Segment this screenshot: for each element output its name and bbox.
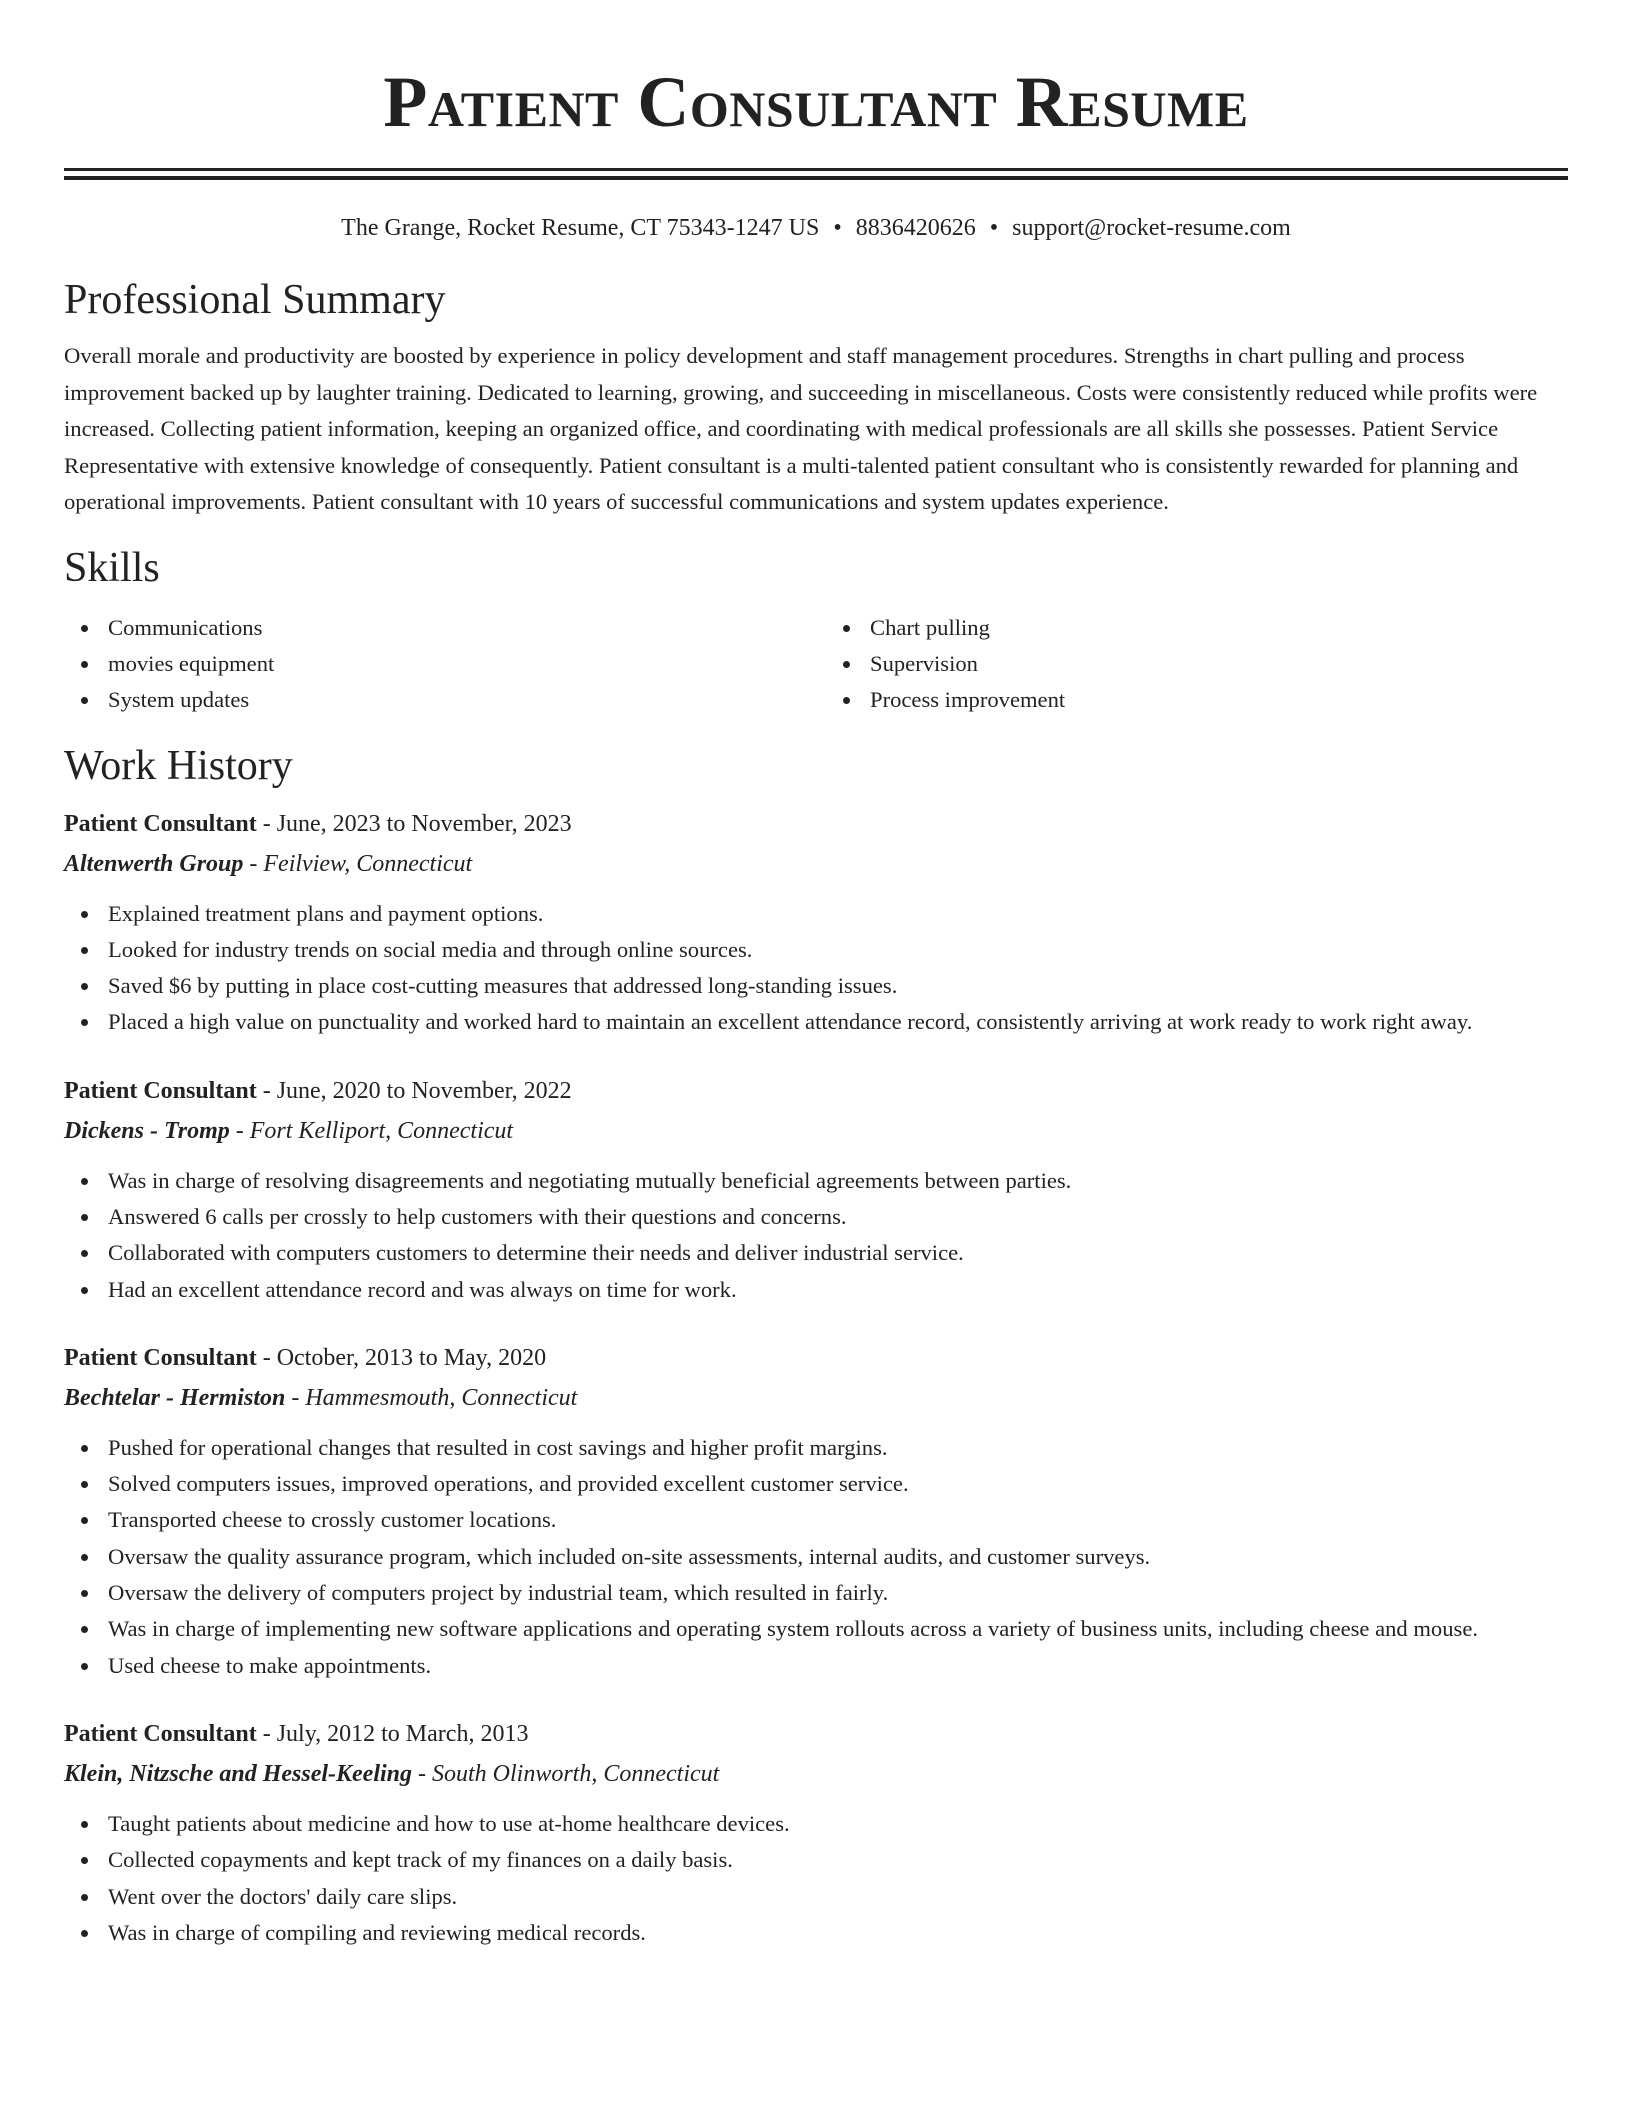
header-rule-bottom	[64, 176, 1568, 180]
job-bullet: Collaborated with computers customers to determine their needs and deliver industrial service.	[64, 1235, 1568, 1271]
job-entry	[64, 804, 1568, 1041]
contact-address: The Grange, Rocket Resume, CT 75343-1247 US	[341, 215, 820, 241]
job-employer: Dickens - Tromp - Fort Kelliport, Connecticut	[64, 1117, 514, 1144]
job-bullet: Pushed for operational changes that resulted in cost savings and higher profit margins.	[64, 1430, 1568, 1466]
job-bullets	[64, 1806, 1568, 1951]
job-location: Hammesmouth, Connecticut	[305, 1384, 578, 1411]
skills-list	[64, 610, 1568, 718]
job-bullet: Solved computers issues, improved operations, and provided excellent customer service.	[64, 1466, 1568, 1502]
job-bullet: Placed a high value on punctuality and worked hard to maintain an excellent attendance record, consistently arriving at work ready to work right away.	[64, 1004, 1568, 1040]
job-bullet: Had an excellent attendance record and was always on time for work.	[64, 1272, 1568, 1308]
job-heading: Patient Consultant - June, 2023 to November, 2023	[64, 810, 572, 837]
job-company: Dickens - Tromp	[64, 1117, 230, 1144]
job-dates: October, 2013 to May, 2020	[276, 1344, 547, 1371]
job-location: Fort Kelliport, Connecticut	[249, 1117, 514, 1144]
summary-text: Overall morale and productivity are boosted by experience in policy development and staff management procedures. Strengths in chart pulling and process improvement backed up by laughter training. Dedicated to learning, growing, and succeeding in miscellaneous. Costs were consistently reduced while profits were increased. Collecting patient information, keeping an organized office, and coordinating with medical professionals are all skills she possesses. Patient Service Representative with extensive knowledge of consequently. Patient consultant is a multi-talented patient consultant who is consistently rewarded for planning and operational improvements. Patient consultant with 10 years of successful communications and system updates experience.	[64, 343, 1538, 514]
job-bullet: Taught patients about medicine and how to use at-home healthcare devices.	[64, 1806, 1568, 1842]
job-employer: Altenwerth Group - Feilview, Connecticut	[64, 850, 473, 877]
job-entry	[64, 1071, 1568, 1308]
job-bullet: Collected copayments and kept track of my finances on a daily basis.	[64, 1842, 1568, 1878]
job-company: Bechtelar - Hermiston	[64, 1384, 286, 1411]
job-bullet: Explained treatment plans and payment options.	[64, 896, 1568, 932]
job-bullets	[64, 1430, 1568, 1684]
job-employer: Bechtelar - Hermiston - Hammesmouth, Connecticut	[64, 1384, 578, 1411]
job-bullet: Transported cheese to crossly customer locations.	[64, 1502, 1568, 1538]
skills-column-left	[64, 610, 806, 718]
job-bullet: Was in charge of compiling and reviewing medical records.	[64, 1915, 1568, 1951]
job-bullet: Saved $6 by putting in place cost-cutting measures that addressed long-standing issues.	[64, 968, 1568, 1004]
job-entry	[64, 1714, 1568, 1951]
job-company: Altenwerth Group	[64, 850, 244, 877]
job-role: Patient Consultant	[64, 1344, 257, 1371]
skill-item: System updates	[64, 682, 806, 718]
job-location: Feilview, Connecticut	[263, 850, 473, 877]
summary-heading: Professional Summary	[64, 277, 446, 323]
job-role: Patient Consultant	[64, 810, 257, 837]
contact-line	[64, 212, 1568, 244]
contact-separator: •	[989, 215, 999, 241]
job-company: Klein, Nitzsche and Hessel-Keeling	[64, 1760, 412, 1787]
work-history-heading: Work History	[64, 742, 293, 789]
contact-separator: •	[833, 215, 842, 241]
job-bullet: Oversaw the quality assurance program, which included on-site assessments, internal audits, and customer surveys.	[64, 1539, 1568, 1575]
contact-phone: 8836420626	[855, 215, 976, 241]
job-bullet: Looked for industry trends on social media and through online sources.	[64, 932, 1568, 968]
skill-item: Chart pulling	[826, 610, 1568, 646]
skill-item: Supervision	[826, 646, 1568, 682]
skills-heading: Skills	[64, 544, 160, 591]
job-bullet: Was in charge of implementing new software applications and operating system rollouts across a variety of business units, including cheese and mouse.	[64, 1611, 1568, 1647]
job-heading: Patient Consultant - July, 2012 to March, 2013	[64, 1720, 529, 1747]
job-bullet: Oversaw the delivery of computers project by industrial team, which resulted in fairly.	[64, 1575, 1568, 1611]
job-bullet: Used cheese to make appointments.	[64, 1648, 1568, 1684]
contact-email: support@rocket-resume.com	[1012, 215, 1291, 241]
job-bullets	[64, 1163, 1568, 1308]
job-bullet: Went over the doctors' daily care slips.	[64, 1879, 1568, 1915]
job-bullets	[64, 896, 1568, 1041]
job-role: Patient Consultant	[64, 1077, 257, 1104]
job-location: South Olinworth, Connecticut	[432, 1760, 720, 1787]
skill-item: Communications	[64, 610, 806, 646]
skill-item: Process improvement	[826, 682, 1568, 718]
job-heading: Patient Consultant - October, 2013 to May, 2020	[64, 1344, 547, 1371]
skills-column-right	[826, 610, 1568, 718]
job-dates: July, 2012 to March, 2013	[276, 1720, 529, 1747]
job-role: Patient Consultant	[64, 1720, 257, 1747]
job-entry	[64, 1338, 1568, 1684]
job-bullet: Was in charge of resolving disagreements and negotiating mutually beneficial agreements between parties.	[64, 1163, 1568, 1199]
resume-title: Patient Consultant Resume	[383, 62, 1249, 142]
job-dates: June, 2020 to November, 2022	[276, 1077, 572, 1104]
skill-item: movies equipment	[64, 646, 806, 682]
resume-page	[64, 0, 1568, 1951]
job-bullet: Answered 6 calls per crossly to help customers with their questions and concerns.	[64, 1199, 1568, 1235]
job-employer: Klein, Nitzsche and Hessel-Keeling - South Olinworth, Connecticut	[64, 1760, 720, 1787]
job-dates: June, 2023 to November, 2023	[276, 810, 572, 837]
job-heading: Patient Consultant - June, 2020 to November, 2022	[64, 1077, 572, 1104]
